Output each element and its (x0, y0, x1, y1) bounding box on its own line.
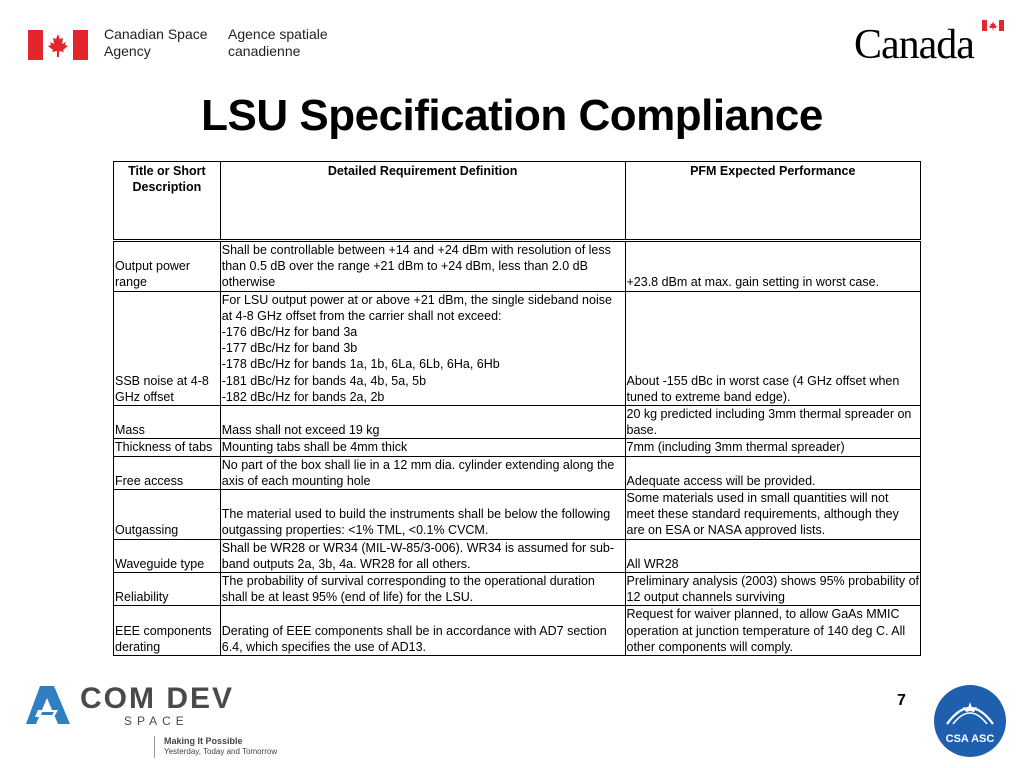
row-performance: Preliminary analysis (2003) shows 95% probability of 12 output channels surviving (626, 574, 919, 605)
table-row (114, 242, 921, 292)
agency-en-line2: Agency (104, 43, 151, 59)
canada-wordmark-text: Canada (854, 22, 974, 68)
agency-name-en (104, 26, 208, 60)
table-header-row (114, 162, 921, 240)
table-row (114, 490, 921, 540)
canada-flag-icon (28, 30, 88, 60)
row-title: Reliability (114, 573, 221, 606)
row-requirement: Shall be WR28 or WR34 (MIL-W-85/3-006). WR34 is assumed for sub-band outputs 2a, 3b, 4a. WR28 for all others. (220, 539, 625, 572)
page-number: 7 (897, 692, 906, 709)
slide-title: LSU Specification Compliance (201, 91, 823, 140)
row-performance: Some materials used in small quantities will not meet these standard requirements, although they are on ESA or NASA approved lists. (625, 490, 921, 540)
row-title: EEE components derating (114, 606, 221, 656)
comdev-logo-block (24, 684, 314, 764)
row-performance: 7mm (including 3mm thermal spreader) (625, 439, 921, 456)
row-title: Outgassing (114, 490, 221, 540)
agency-fr-line1: Agence spatiale (228, 26, 328, 42)
comdev-name: COM DEV (80, 682, 235, 715)
header-requirement: Detailed Requirement Definition (220, 162, 625, 240)
row-requirement: The material used to build the instruments shall be below the following outgassing properties: <1% TML, <0.1% CVCM. (220, 490, 625, 540)
row-title: Free access (114, 456, 221, 489)
row-performance: Request for waiver planned, to allow GaAs MMIC operation at junction temperature of 140 deg C. All other components will comply. (625, 606, 921, 656)
comdev-divider (154, 736, 155, 758)
row-performance: +23.8 dBm at max. gain setting in worst case. (625, 242, 921, 292)
row-requirement: For LSU output power at or above +21 dBm, the single sideband noise at 4-8 GHz offset from the carrier shall not exceed: -176 dBc/Hz for band 3a -177 dBc/Hz for band 3b -178 dBc/Hz for bands 1a, 1b, 6La, 6Lb, 6Ha, 6Hb -181 dBc/Hz for bands 4a, 4b, 5a, 5b -182 dBc/Hz for bands 2a, 2b (220, 291, 625, 405)
table-row (114, 291, 921, 405)
row-requirement: Derating of EEE components shall be in accordance with AD7 section 6.4, which specifies the use of AD13. (220, 606, 625, 656)
row-requirement: Mounting tabs shall be 4mm thick (220, 439, 625, 456)
row-title: Waveguide type (114, 539, 221, 572)
comdev-logo-icon (24, 684, 72, 726)
table-row (114, 573, 921, 606)
table-row (114, 606, 921, 656)
row-title: Thickness of tabs (114, 439, 221, 456)
row-requirement: Mass shall not exceed 19 kg (220, 406, 625, 439)
csa-asc-seal-icon (933, 684, 1007, 758)
canada-wordmark (854, 16, 1004, 66)
row-requirement: Shall be controllable between +14 and +24 dBm with resolution of less than 0.5 dB over the range +21 dBm to +24 dBm, less than 2.0 dB otherwise (220, 242, 625, 292)
row-performance: All WR28 (625, 539, 921, 572)
row-title: Output power range (114, 242, 221, 292)
canada-mini-flag-icon (982, 20, 1004, 31)
agency-fr-line2: canadienne (228, 43, 301, 59)
agency-name-fr (228, 26, 328, 60)
row-title: SSB noise at 4-8 GHz offset (114, 291, 221, 405)
row-title: Mass (114, 406, 221, 439)
table-row (114, 439, 921, 456)
spec-compliance-table (113, 161, 921, 656)
row-performance: 20 kg predicted including 3mm thermal spreader on base. (625, 406, 921, 439)
row-requirement: The probability of survival corresponding to the operational duration shall be at least 95% (end of life) for the LSU. (220, 573, 625, 606)
comdev-tagline-2: Yesterday, Today and Tomorrow (164, 747, 278, 756)
row-requirement: No part of the box shall lie in a 12 mm dia. cylinder extending along the axis of each mounting hole (220, 456, 625, 489)
agency-en-line1: Canadian Space (104, 26, 208, 42)
comdev-tagline-1: Making It Possible (164, 736, 243, 746)
row-performance: Adequate access will be provided. (625, 456, 921, 489)
header-performance: PFM Expected Performance (625, 162, 921, 240)
table-row (114, 539, 921, 572)
header-title: Title or Short Description (114, 162, 221, 240)
table-row (114, 456, 921, 489)
seal-text: CSA ASC (945, 733, 995, 745)
row-performance: About -155 dBc in worst case (4 GHz offset when tuned to extreme band edge). (625, 291, 921, 405)
comdev-space: SPACE (124, 714, 189, 728)
table-row (114, 406, 921, 439)
